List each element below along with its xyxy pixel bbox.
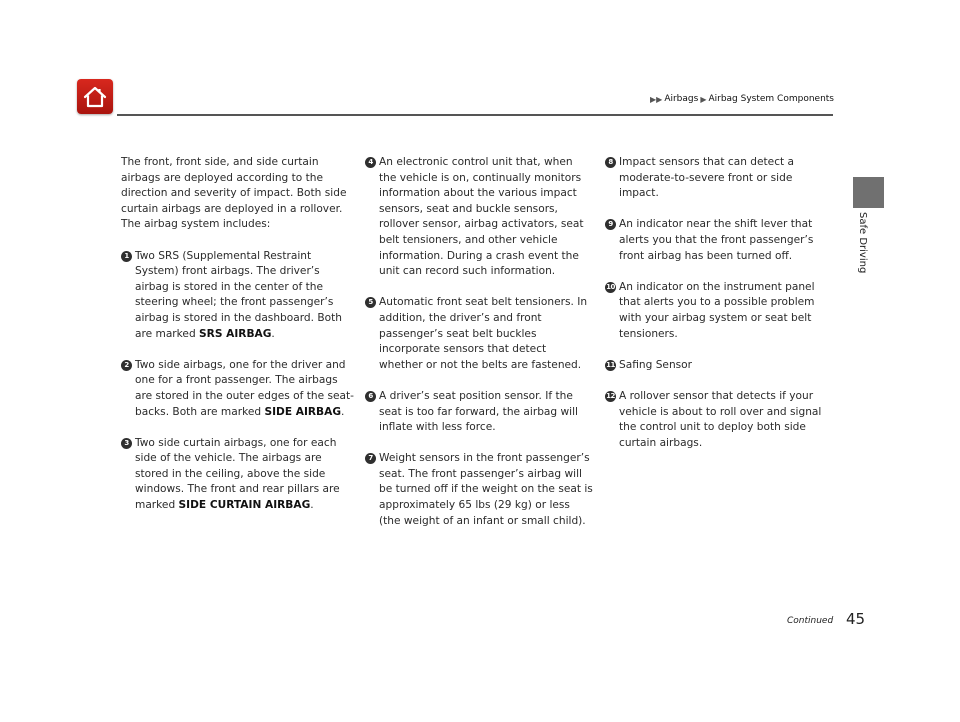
list-item: 12 A rollover sensor that detects if your vehicle is about to roll over and signal the control unit to deploy both side curtain airbags. xyxy=(606,389,822,449)
list-item: 5 Automatic front seat belt tensioners. In addition, the driver’s and front passenger’s seat belt buckles incorporate sensors that detect whether or not the belts are fastened. xyxy=(365,295,593,373)
home-button[interactable] xyxy=(77,79,113,114)
number-badge: 4 xyxy=(365,157,376,168)
number-badge: 3 xyxy=(121,438,132,449)
number-badge: 12 xyxy=(606,391,615,400)
number-badge: 11 xyxy=(606,360,615,369)
number-badge: 5 xyxy=(365,297,376,308)
triangle-right-icon: ▶ xyxy=(700,94,707,104)
number-badge: 9 xyxy=(605,219,616,230)
number-badge: 10 xyxy=(606,282,615,291)
list-item: 6 A driver’s seat position sensor. If the seat is too far forward, the airbag will inflate with less force. xyxy=(365,389,593,436)
section-tab-label: Safe Driving xyxy=(857,212,868,274)
number-badge: 7 xyxy=(365,453,376,464)
number-badge: 1 xyxy=(121,251,132,262)
continued-label: Continued xyxy=(787,616,834,626)
list-item: 7 Weight sensors in the front passenger’s seat. The front passenger’s airbag will be turned off if the weight on the seat is approximately 65 lbs (29 kg) or less (the weight of an infant or small child). xyxy=(365,451,593,529)
breadcrumb xyxy=(650,94,834,104)
header-divider xyxy=(117,114,833,116)
list-item: 10 An indicator on the instrument panel that alerts you to a possible problem with your airbag system or seat belt tensioners. xyxy=(606,280,815,340)
number-badge: 8 xyxy=(605,157,616,168)
number-badge: 6 xyxy=(365,391,376,402)
list-item: 11 Safing Sensor xyxy=(606,358,693,371)
triangle-right-icon: ▶▶ xyxy=(650,94,663,104)
list-item: 1 Two SRS (Supplemental Restraint System) front airbags. The driver’s airbag is stored in the center of the steering wheel; the front passenger’s airbag is stored in the dashboard. Both are marked SRS AIRBAG. xyxy=(121,249,354,343)
breadcrumb-item-airbags[interactable]: Airbags xyxy=(664,94,699,104)
column-left xyxy=(121,155,354,514)
column-middle xyxy=(365,155,593,529)
list-item: 3 Two side curtain airbags, one for each side of the vehicle. The airbags are stored in the ceiling, above the side windows. The front and rear pillars are marked SIDE CURTAIN AIRBAG. xyxy=(121,436,354,514)
number-badge: 2 xyxy=(121,360,132,371)
list-item: 8 Impact sensors that can detect a moderate-to-severe front or side impact. xyxy=(605,155,833,202)
breadcrumb-item-components[interactable]: Airbag System Components xyxy=(708,94,834,104)
list-item: 4 An electronic control unit that, when the vehicle is on, continually monitors information about the various impact sensors, seat and buckle sensors, rollover sensor, airbag activators, seat belt tensioners, and other vehicle information. During a crash event the unit can record such information. xyxy=(365,155,593,280)
list-item: 9 An indicator near the shift lever that alerts you that the front passenger’s front airbag has been turned off. xyxy=(605,217,833,264)
page-number: 45 xyxy=(846,610,866,628)
list-item: 2 Two side airbags, one for the driver and one for a front passenger. The airbags are stored in the outer edges of the seat-backs. Both are marked SIDE AIRBAG. xyxy=(121,358,354,420)
home-icon xyxy=(82,85,108,109)
section-tab[interactable] xyxy=(853,177,884,208)
intro-paragraph: The front, front side, and side curtain airbags are deployed according to the direction and severity of impact. Both side curtain airbags are deployed in a rollover. The airbag system includes: xyxy=(121,156,347,231)
column-right xyxy=(605,155,833,451)
